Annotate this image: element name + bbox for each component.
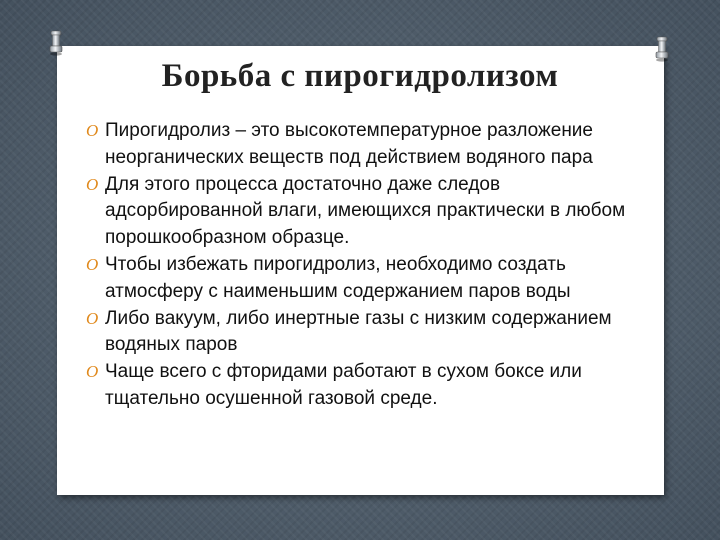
bullet-text: Либо вакуум, либо инертные газы с низким содержанием водяных паров	[105, 307, 612, 356]
bullet-item	[86, 359, 656, 413]
slide-title: Борьба с пирогидролизом	[161, 58, 559, 94]
bullet-marker-icon: O	[86, 121, 99, 140]
bullet-marker-icon: O	[86, 308, 99, 328]
bullet-marker-icon: O	[86, 362, 99, 382]
bullet-list	[86, 118, 656, 413]
bullet-item	[86, 172, 656, 252]
bullet-text: Для этого процесса достаточно даже следов адсорбированной влаги, имеющихся практически в любом порошкообразном образце.	[105, 173, 626, 249]
bullet-text: Пирогидролиз – это высокотемпературное разложение неорганических веществ под действием водяного пара	[105, 120, 593, 168]
bullet-item	[86, 118, 656, 172]
pushpin-icon	[48, 30, 64, 56]
bullet-item	[86, 306, 656, 360]
bullet-item	[86, 252, 656, 306]
bullet-marker-icon: O	[86, 254, 99, 274]
bullet-text: Чтобы избежать пирогидролиз, необходимо создать атмосферу с наименьшим содержанием паров воды	[105, 253, 571, 302]
bullet-marker-icon: O	[86, 174, 99, 194]
bullet-text: Чаще всего с фторидами работают в сухом боксе или тщательно осушенной газовой среде.	[105, 361, 582, 409]
